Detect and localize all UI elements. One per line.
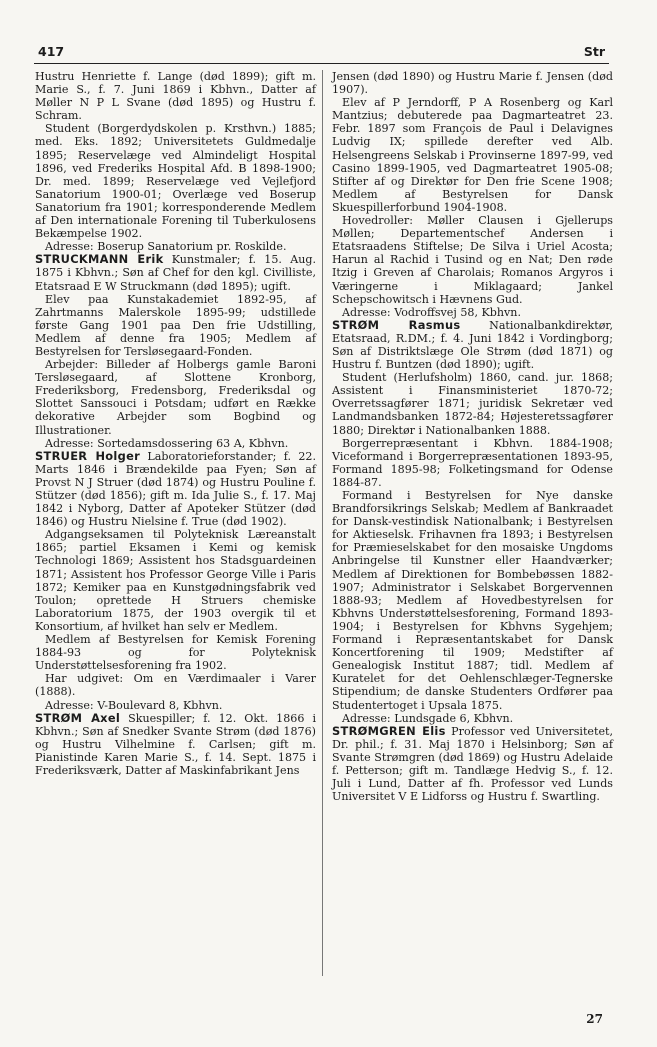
entry-text: Professor ved Universitetet, Dr. phil.; f. 31. Maj 1870 i Helsinborg; Søn af Svante Strømgren (død 1869) og Hustru Adelaide f. Petterson; gift m. Tandlæge Hedvig S., f. 12. Juli i Lund, Datter af fh. Professor ved Lunds Universitet V E Lidforss og Hustru f. Swartling.	[332, 724, 613, 804]
entry-headword: STRUCKMANN Erik	[35, 252, 164, 267]
entry-text: Student (Borgerdydskolen p. Krsthvn.) 1885; med. Eks. 1892; Universitetets Guldmedalje 1895; Reservelæge ved Almindeligt Hospital 1896, ved Frederiks Hospital Afd. B 1898-1900; Dr. med. 1899; Reservelæge ved Vejlefjord Sanatorium 1900-01; Overlæge ved Boserup Sanatorium fra 1901; korresponderende Medlem af Den internationale Forening til Tuberkulosens Bekæmpelse 1902.	[35, 122, 316, 241]
entry-text: Laboratorieforstander; f. 22. Marts 1846 i Brændekilde paa Fyen; Søn af Provst N J Struer (død 1874) og Hustru Pouline f. Stützer (død 1856); gift m. Ida Julie S., f. 17. Maj 1842 i Nyborg, Datter af Apoteker Stützer (død 1846) og Hustru Nielsine f. True (død 1902).	[35, 449, 317, 529]
entry-stromgren	[332, 725, 613, 804]
entry-address: Adresse: V-Boulevard 8, Kbhvn.	[45, 698, 223, 712]
running-page-number: 417	[38, 44, 65, 59]
entry-address: Adresse: Vodroffsvej 58, Kbhvn.	[342, 305, 521, 319]
entry-strom-rasmus	[332, 319, 613, 371]
entry-address: Adresse: Lundsgade 6, Kbhvn.	[342, 711, 514, 725]
entry-text: Hovedroller: Møller Clausen i Gjellerups Møllen; Departementschef Andersen i Etatsraadens Stiftelse; De Silva i Uriel Acosta; Harun al Rachid i Tusind og en Nat; Den røde Itzig i Greven af Charolais; Romanos Argyros i Væringerne i Miklagaard; Jankel Schepschowitsch i Hævnens Gud.	[332, 214, 613, 306]
entry-strom-axel	[35, 712, 316, 777]
entry-text: Har udgivet: Om en Værdimaaler i Varer (1888).	[35, 672, 316, 699]
entry-struckmann	[35, 253, 316, 292]
entry-headword: STRUER Holger	[35, 448, 141, 463]
right-column	[332, 70, 613, 803]
entry-text: Adgangseksamen til Polyteknisk Læreanstalt 1865; partiel Eksamen i Kemi og kemisk Technologi 1869; Assistent hos Stadsguardeinen 1871; Assistent hos Professor George Ville i Paris 1872; Kemiker paa en Kunstgødningsfabrik ved Toulon; oprettede H Struers chemiske Laboratorium 1875, der 1903 overgik til et Konsortium, af hvilket han selv er Medlem.	[35, 528, 316, 633]
entry-struer	[35, 450, 316, 529]
entry-text: Formand i Bestyrelsen for Nye danske Brandforsikrings Selskab; Medlem af Bankraadet for Dansk-vestindisk Nationalbank; i Bestyrelsen for Aktieselsk. Frihavnen fra 1893; i Bestyrelsen for Præmieselskabet for den mosaiske Ungdoms Anbringelse til Kunstner eller Haandværker; Medlem af Direktionen for Bombebøssen 1882-1907; Administrator i Selskabet Borgervennen 1888-93; Medlem af Hovedbestyrelsen for Kbhvns Understøttelsesforening, Formand 1893-1904; i Bestyrelsen for Kbhvns Sygehjem; Formand i Repræsentantskabet for Dansk Koncertforening til 1909; Medstifter af Genealogisk Institut 1887; tidl. Medlem af Kuratelet for det Oehlenschlæger-Tegnerske Stipendium; de danske Studenters Ordfører paa Studentertoget i Upsala 1875.	[332, 489, 613, 712]
entry-text: Skuespiller; f. 12. Okt. 1866 i Kbhvn.; Søn af Snedker Svante Strøm (død 1876) og Hustru Vilhelmine f. Carlsen; gift m. Pianistinde Karen Marie S., f. 14. Sept. 1875 i Frederiksværk, Datter af Maskinfabrikant Jens	[35, 711, 317, 777]
entry-headword: STRØM Axel	[35, 710, 121, 725]
entry-headword: STRØM Rasmus	[332, 317, 461, 332]
entry-address: Adresse: Sortedamsdossering 63 A, Kbhvn.	[45, 436, 289, 450]
entry-headword: STRØMGREN Elis	[332, 723, 446, 738]
entry-text: Arbejder: Billeder af Holbergs gamle Baroni Tersløsegaard, af Slottene Kronborg, Frederiksborg, Fredensborg, Frederiksdal og Slottet Sanssouci i Potsdam; udført en Række dekorative Arbejder som Bogbind og Illustrationer.	[35, 358, 316, 437]
entry-text: Jensen (død 1890) og Hustru Marie f. Jensen (død 1907).	[332, 70, 613, 97]
page-number: 27	[586, 1012, 603, 1026]
entry-text: Nationalbankdirektør, Etatsraad, R.DM.; f. 4. Juni 1842 i Vordingborg; Søn af Distriktslæge Ole Strøm (død 1871) og Hustru f. Buntzen (død 1890); ugift.	[332, 318, 613, 372]
entry-text: Student (Herlufsholm) 1860, cand. jur. 1868; Assistent i Finansministeriet 1870-72; Overretssagfører 1871; juridisk Sekretær ved Landmandsbanken 1872-84; Højesteretssagfører 1880; Direktør i Nationalbanken 1888.	[332, 371, 613, 437]
entry-text: Elev af P Jerndorff, P A Rosenberg og Karl Mantzius; debuterede paa Dagmarteatret 23. Febr. 1897 som François de Paul i Delavignes Ludvig IX; spillede derefter ved Alb. Helsengreens Selskab i Provinserne 1897-99, ved Casino 1899-1905, ved Dagmarteatret 1905-08; Stifter af og Direktør for Den frie Scene 1908; Medlem af Bestyrelsen for Dansk Skuespillerforbund 1904-1908.	[332, 96, 613, 214]
header-rule	[34, 63, 609, 64]
entry-text: Borgerrepræsentant i Kbhvn. 1884-1908; Viceformand i Borgerrepræsentationen 1893-95, Formand 1895-98; Folketingsmand for Odense 1884-87.	[332, 436, 613, 489]
entry-text: Hustru Henriette f. Lange (død 1899); gift m. Marie S., f. 7. Juni 1869 i Kbhvn., Datter af Møller N P L Svane (død 1895) og Hustru f. Schram.	[35, 70, 316, 123]
entry-text: Elev paa Kunstakademiet 1892-95, af Zahrtmanns Malerskole 1895-99; udstillede første Gang 1901 paa Den frie Udstilling, Medlem af denne fra 1905; Medlem af Bestyrelsen for Tersløsegaard-Fonden.	[35, 292, 316, 358]
column-divider	[322, 70, 323, 976]
entry-address: Adresse: Boserup Sanatorium pr. Roskilde.	[45, 240, 287, 254]
running-head: Str	[583, 44, 605, 59]
entry-text: Medlem af Bestyrelsen for Kemisk Forening 1884-93 og for Polyteknisk Understøttelsesforening fra 1902.	[35, 633, 316, 673]
entry-text: Kunstmaler; f. 15. Aug. 1875 i Kbhvn.; Søn af Chef for den kgl. Civilliste, Etatsraad E W Struckmann (død 1895); ugift.	[35, 253, 317, 293]
left-column	[35, 70, 316, 777]
